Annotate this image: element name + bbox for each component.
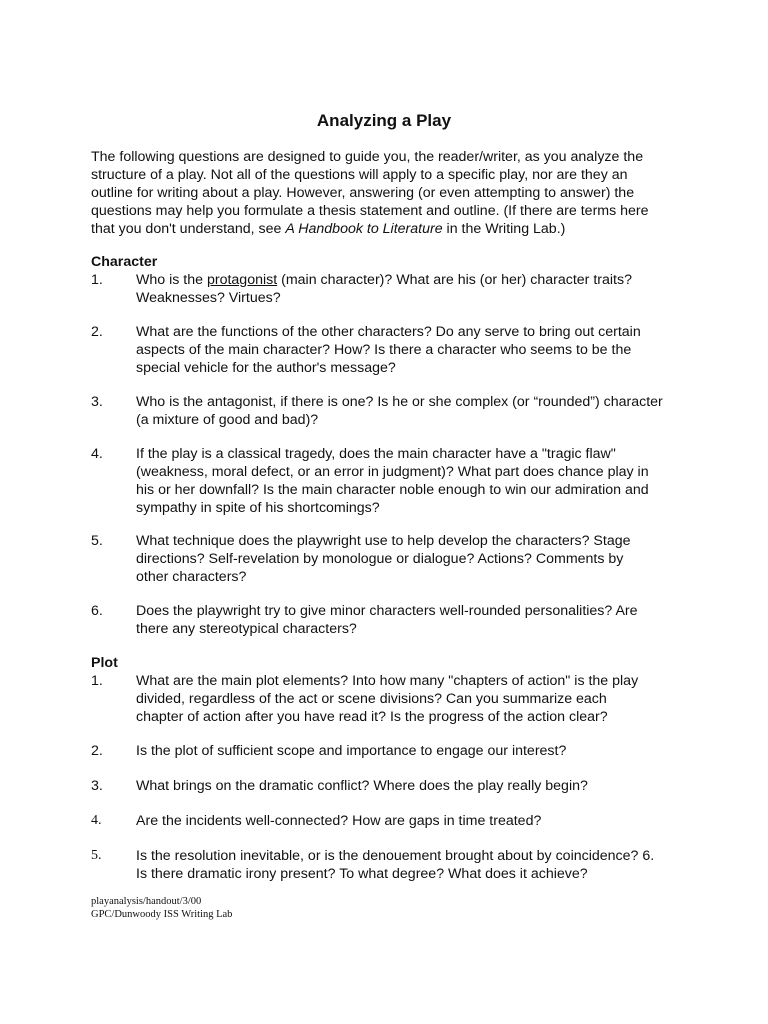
- item-text: Who is the antagonist, if there is one? Is he or she complex (or “rounded”) character (a mixture of good and bad)?: [136, 394, 663, 428]
- item-number: 2.: [91, 743, 103, 759]
- item-number: 1.: [91, 673, 103, 689]
- item-number: 3.: [91, 778, 103, 794]
- item-text: Does the playwright try to give minor characters well-rounded personalities? Are there any stereotypical characters?: [136, 603, 638, 637]
- intro-paragraph: [91, 148, 691, 238]
- footer-line-2: GPC/Dunwoody ISS Writing Lab: [91, 909, 233, 920]
- protagonist-term: protagonist: [206, 272, 278, 288]
- item-number: 5.: [91, 533, 103, 549]
- plot-heading: Plot: [91, 655, 118, 671]
- item-text-post: (main character)? What are his (or her) character traits? Weaknesses? Virtues?: [136, 272, 632, 306]
- page-title: Analyzing a Play: [316, 111, 452, 130]
- book-title: A Handbook to Literature: [285, 221, 443, 237]
- page-footer: [91, 895, 232, 921]
- item-text-pre: Who is the: [136, 272, 207, 288]
- item-number: 3.: [91, 394, 103, 410]
- item-number: 4.: [91, 813, 102, 828]
- item-number: 1.: [91, 272, 103, 288]
- item-text: [136, 271, 696, 307]
- item-number: 6.: [91, 603, 103, 619]
- intro-text-end: in the Writing Lab.): [442, 221, 566, 237]
- item-number: 5.: [91, 848, 102, 863]
- item-text: What are the main plot elements? Into how many "chapters of action" is the play divided, regardless of the act or scene divisions? Can you summarize each chapter of action after you have read it? Is the progress of the action clear?: [136, 673, 639, 725]
- item-text: Are the incidents well-connected? How are gaps in time treated?: [136, 813, 542, 829]
- character-heading: Character: [91, 254, 158, 270]
- item-text: If the play is a classical tragedy, does the main character have a "tragic flaw" (weakness, moral defect, or an error in judgment)? What part does chance play in his or her downfall? Is the main character noble enough to win our admiration and sympathy in spite of his shortcomings?: [136, 446, 649, 516]
- item-text: What brings on the dramatic conflict? Where does the play really begin?: [136, 778, 588, 794]
- item-text: What are the functions of the other characters? Do any serve to bring out certain aspects of the main character? How? Is there a character who seems to be the special vehicle for the author's message?: [136, 324, 641, 376]
- footer-line-1: playanalysis/handout/3/00: [91, 896, 202, 907]
- item-text: Is the resolution inevitable, or is the denouement brought about by coincidence? 6. Is there dramatic irony present? To what degree? What does it achieve?: [136, 848, 655, 882]
- item-text: What technique does the playwright use to help develop the characters? Stage directions? Self-revelation by monologue or dialogue? Actions? Comments by other characters?: [136, 533, 631, 585]
- intro-text: The following questions are designed to guide you, the reader/writer, as you analyze the structure of a play. Not all of the questions will apply to a specific play, nor are they an outline for writing about a play. However, answering (or even attempting to answer) the questions may help you formulate a thesis statement and outline. (If there are terms here that you don't understand, see: [91, 149, 649, 237]
- item-text: Is the plot of sufficient scope and importance to engage our interest?: [136, 743, 567, 759]
- item-number: 4.: [91, 446, 103, 462]
- item-number: 2.: [91, 324, 103, 340]
